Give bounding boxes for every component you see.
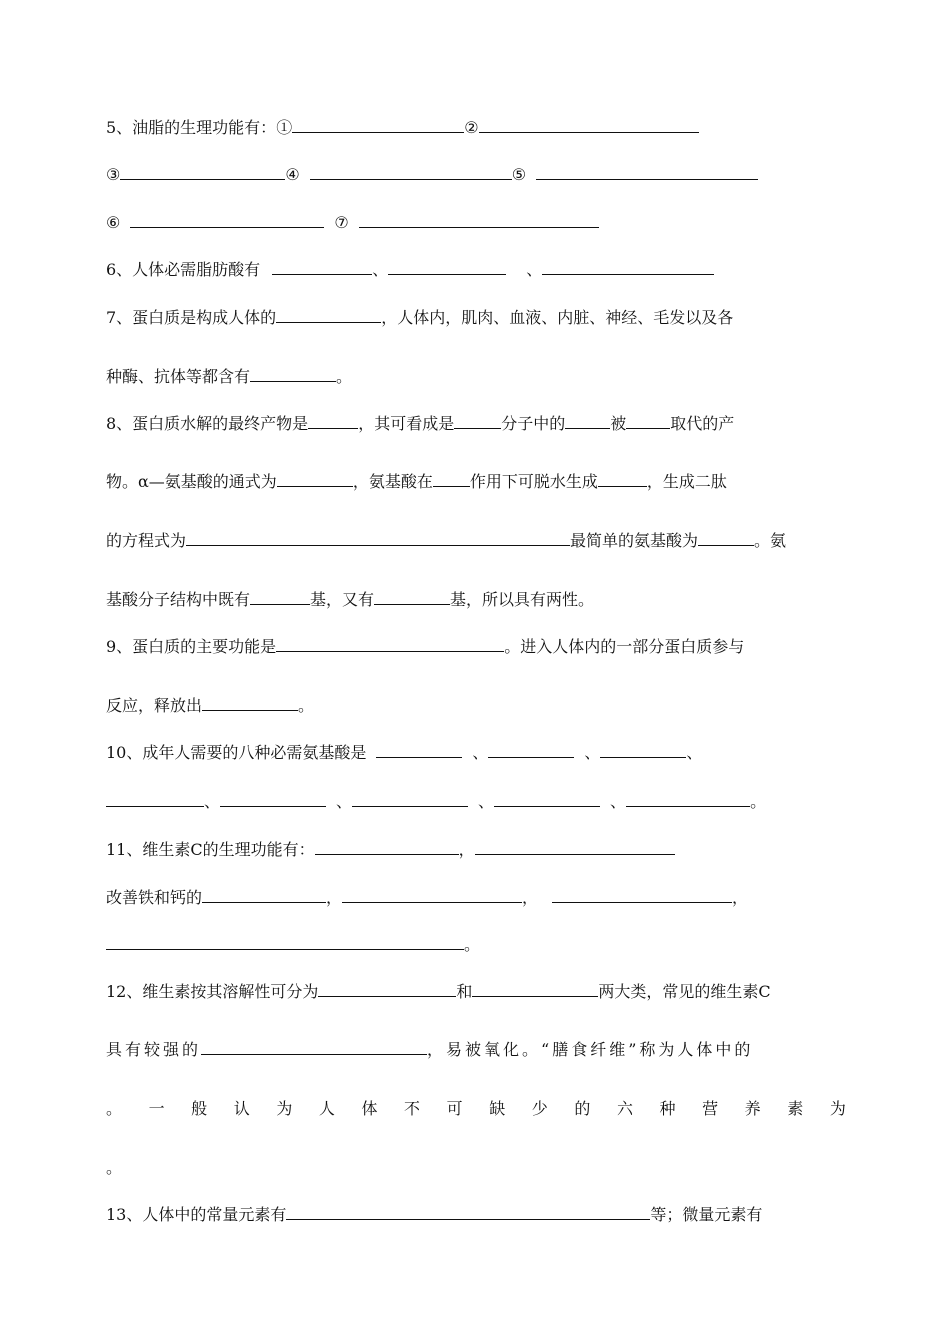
answer-blank[interactable] <box>488 742 574 758</box>
answer-blank[interactable] <box>359 212 599 228</box>
answer-blank[interactable] <box>250 589 310 605</box>
question-11-line-2 <box>106 886 748 910</box>
question-7-line-1 <box>106 306 733 330</box>
answer-blank[interactable] <box>130 212 324 228</box>
question-8-line-3 <box>106 529 786 553</box>
answer-blank[interactable] <box>454 413 501 429</box>
answer-blank[interactable] <box>536 164 758 180</box>
marker-3: ③ <box>106 165 121 184</box>
separator: ， <box>522 888 539 907</box>
answer-blank[interactable] <box>220 791 326 807</box>
question-13-stem: 13、人体中的常量元素有 <box>106 1205 287 1224</box>
question-12-char: 体 <box>361 1099 378 1118</box>
question-13 <box>106 1203 762 1227</box>
question-5-line-2 <box>106 163 758 187</box>
question-8-text: ，氨基酸在 <box>352 472 433 491</box>
answer-blank[interactable] <box>342 887 522 903</box>
answer-blank[interactable] <box>272 259 372 275</box>
question-12-line-3 <box>106 1097 846 1121</box>
answer-blank[interactable] <box>106 791 204 807</box>
answer-blank[interactable] <box>472 981 598 997</box>
question-12-text: 和 <box>456 982 473 1001</box>
answer-blank[interactable] <box>698 530 754 546</box>
answer-blank[interactable] <box>250 366 336 382</box>
answer-blank[interactable] <box>292 117 464 133</box>
punctuation: 。 <box>106 1158 123 1177</box>
question-12-char: 素 <box>787 1099 804 1118</box>
punctuation: 。 <box>464 935 481 954</box>
marker-6: ⑥ <box>106 213 121 232</box>
marker-5: ⑤ <box>511 165 527 184</box>
question-12-text: ，易被氧化。“膳食纤维”称为人体中的 <box>427 1040 754 1059</box>
question-6-stem: 6、人体必需脂肪酸有 <box>106 260 261 279</box>
question-7-text: ，人体内，肌肉、血液、内脏、神经、毛发以及各 <box>381 308 734 327</box>
question-8-text: ，其可看成是 <box>358 414 455 433</box>
answer-blank[interactable] <box>475 839 675 855</box>
separator: 、 <box>472 743 489 762</box>
question-10-line-1 <box>106 741 702 765</box>
separator: 、 <box>336 792 353 811</box>
answer-blank[interactable] <box>202 887 326 903</box>
answer-blank[interactable] <box>479 117 699 133</box>
question-12-char: 认 <box>233 1099 250 1118</box>
answer-blank[interactable] <box>598 471 647 487</box>
answer-blank[interactable] <box>318 981 456 997</box>
question-12-char: 可 <box>446 1099 463 1118</box>
question-12-char: 六 <box>616 1099 633 1118</box>
question-8-text: 取代的产 <box>670 414 735 433</box>
question-8-text: 基酸分子结构中既有 <box>106 590 251 609</box>
question-5-line-3 <box>106 211 599 235</box>
question-5-line-1 <box>106 116 699 140</box>
question-12-char: 般 <box>191 1099 208 1118</box>
answer-blank[interactable] <box>552 887 732 903</box>
separator: 、 <box>526 260 543 279</box>
question-12-char: 营 <box>702 1099 719 1118</box>
answer-blank[interactable] <box>120 164 285 180</box>
question-9-text: 。进入人体内的一部分蛋白质参与 <box>504 637 745 656</box>
question-10-stem: 10、成年人需要的八种必需氨基酸是 <box>106 743 367 762</box>
question-8-stem: 8、蛋白质水解的最终产物是 <box>106 414 309 433</box>
answer-blank[interactable] <box>388 259 506 275</box>
question-8-text: 基，所以具有两性。 <box>450 590 595 609</box>
question-9-line-1 <box>106 635 744 659</box>
separator: ， <box>732 888 749 907</box>
question-12-char: 缺 <box>489 1099 506 1118</box>
answer-blank[interactable] <box>106 934 464 950</box>
question-8-line-1 <box>106 412 734 436</box>
answer-blank[interactable] <box>494 791 600 807</box>
question-12-char: 种 <box>659 1099 676 1118</box>
question-12-char: 。 <box>106 1099 123 1118</box>
question-8-text: 基，又有 <box>310 590 375 609</box>
question-10-line-2 <box>106 790 766 814</box>
separator: 、 <box>686 743 703 762</box>
answer-blank[interactable] <box>308 413 358 429</box>
question-7-text: 种酶、抗体等都含有 <box>106 367 251 386</box>
separator: 、 <box>204 792 221 811</box>
question-11-line-1 <box>106 838 675 862</box>
marker-4: ④ <box>285 165 300 184</box>
question-12-stem: 12、维生素按其溶解性可分为 <box>106 982 319 1001</box>
question-12-text: 具有较强的 <box>106 1040 202 1059</box>
question-12-char: 人 <box>318 1099 335 1118</box>
question-12-line-2 <box>106 1038 753 1062</box>
question-5-stem: 5、油脂的生理功能有： <box>106 118 277 137</box>
answer-blank[interactable] <box>376 742 462 758</box>
question-8-text: 最简单的氨基酸为 <box>570 531 699 550</box>
answer-blank[interactable] <box>626 413 670 429</box>
marker-7: ⑦ <box>334 213 349 232</box>
question-8-text: 作用下可脱水生成 <box>469 472 598 491</box>
answer-blank[interactable] <box>374 589 450 605</box>
answer-blank[interactable] <box>433 471 470 487</box>
answer-blank[interactable] <box>276 307 381 323</box>
answer-blank[interactable] <box>315 839 459 855</box>
separator: 、 <box>610 792 627 811</box>
question-7-stem: 7、蛋白质是构成人体的 <box>106 308 277 327</box>
question-12-line-1 <box>106 980 771 1004</box>
question-11-line-3 <box>106 933 480 957</box>
answer-blank[interactable] <box>201 1039 427 1055</box>
punctuation: 。 <box>750 792 767 811</box>
answer-blank[interactable] <box>626 791 750 807</box>
question-12-line-4 <box>106 1156 122 1180</box>
answer-blank[interactable] <box>542 259 714 275</box>
separator: 、 <box>584 743 601 762</box>
question-12-char: 少 <box>531 1099 548 1118</box>
question-8-line-4 <box>106 588 594 612</box>
question-8-text: 。氨 <box>754 531 787 550</box>
question-13-text: 等；微量元素有 <box>650 1205 763 1224</box>
separator: ， <box>326 888 343 907</box>
question-12-char: 养 <box>744 1099 761 1118</box>
answer-blank[interactable] <box>277 471 353 487</box>
marker-2: ② <box>464 118 479 137</box>
separator: 、 <box>372 260 389 279</box>
answer-blank[interactable] <box>565 413 610 429</box>
answer-blank[interactable] <box>286 1204 650 1220</box>
answer-blank[interactable] <box>352 791 468 807</box>
question-12-char: 为 <box>829 1099 846 1118</box>
marker-1: ① <box>276 118 293 137</box>
question-12-text: 两大类，常见的维生素C <box>598 982 771 1001</box>
question-9-stem: 9、蛋白质的主要功能是 <box>106 637 277 656</box>
question-11-text: 改善铁和钙的 <box>106 888 203 907</box>
answer-blank[interactable] <box>600 742 686 758</box>
question-12-char: 一 <box>148 1099 165 1118</box>
answer-blank[interactable] <box>186 530 570 546</box>
punctuation: 。 <box>298 696 315 715</box>
question-11-stem: 11、维生素C的生理功能有： <box>106 840 315 859</box>
answer-blank[interactable] <box>276 636 504 652</box>
separator: 、 <box>478 792 495 811</box>
question-12-char: 为 <box>276 1099 293 1118</box>
punctuation: 。 <box>336 367 353 386</box>
question-8-text: 分子中的 <box>501 414 566 433</box>
answer-blank[interactable] <box>310 164 512 180</box>
question-7-line-2 <box>106 365 352 389</box>
answer-blank[interactable] <box>202 695 298 711</box>
question-8-text: 被 <box>610 414 627 433</box>
question-9-line-2 <box>106 694 314 718</box>
question-8-text: 的方程式为 <box>106 531 187 550</box>
question-8-line-2 <box>106 470 727 494</box>
question-6 <box>106 258 714 282</box>
separator: ， <box>458 840 475 859</box>
question-12-char: 的 <box>574 1099 591 1118</box>
question-8-text: ，生成二肽 <box>646 472 727 491</box>
question-12-char: 不 <box>404 1099 421 1118</box>
question-9-text: 反应，释放出 <box>106 696 203 715</box>
question-8-text: 物。α—氨基酸的通式为 <box>106 472 277 491</box>
